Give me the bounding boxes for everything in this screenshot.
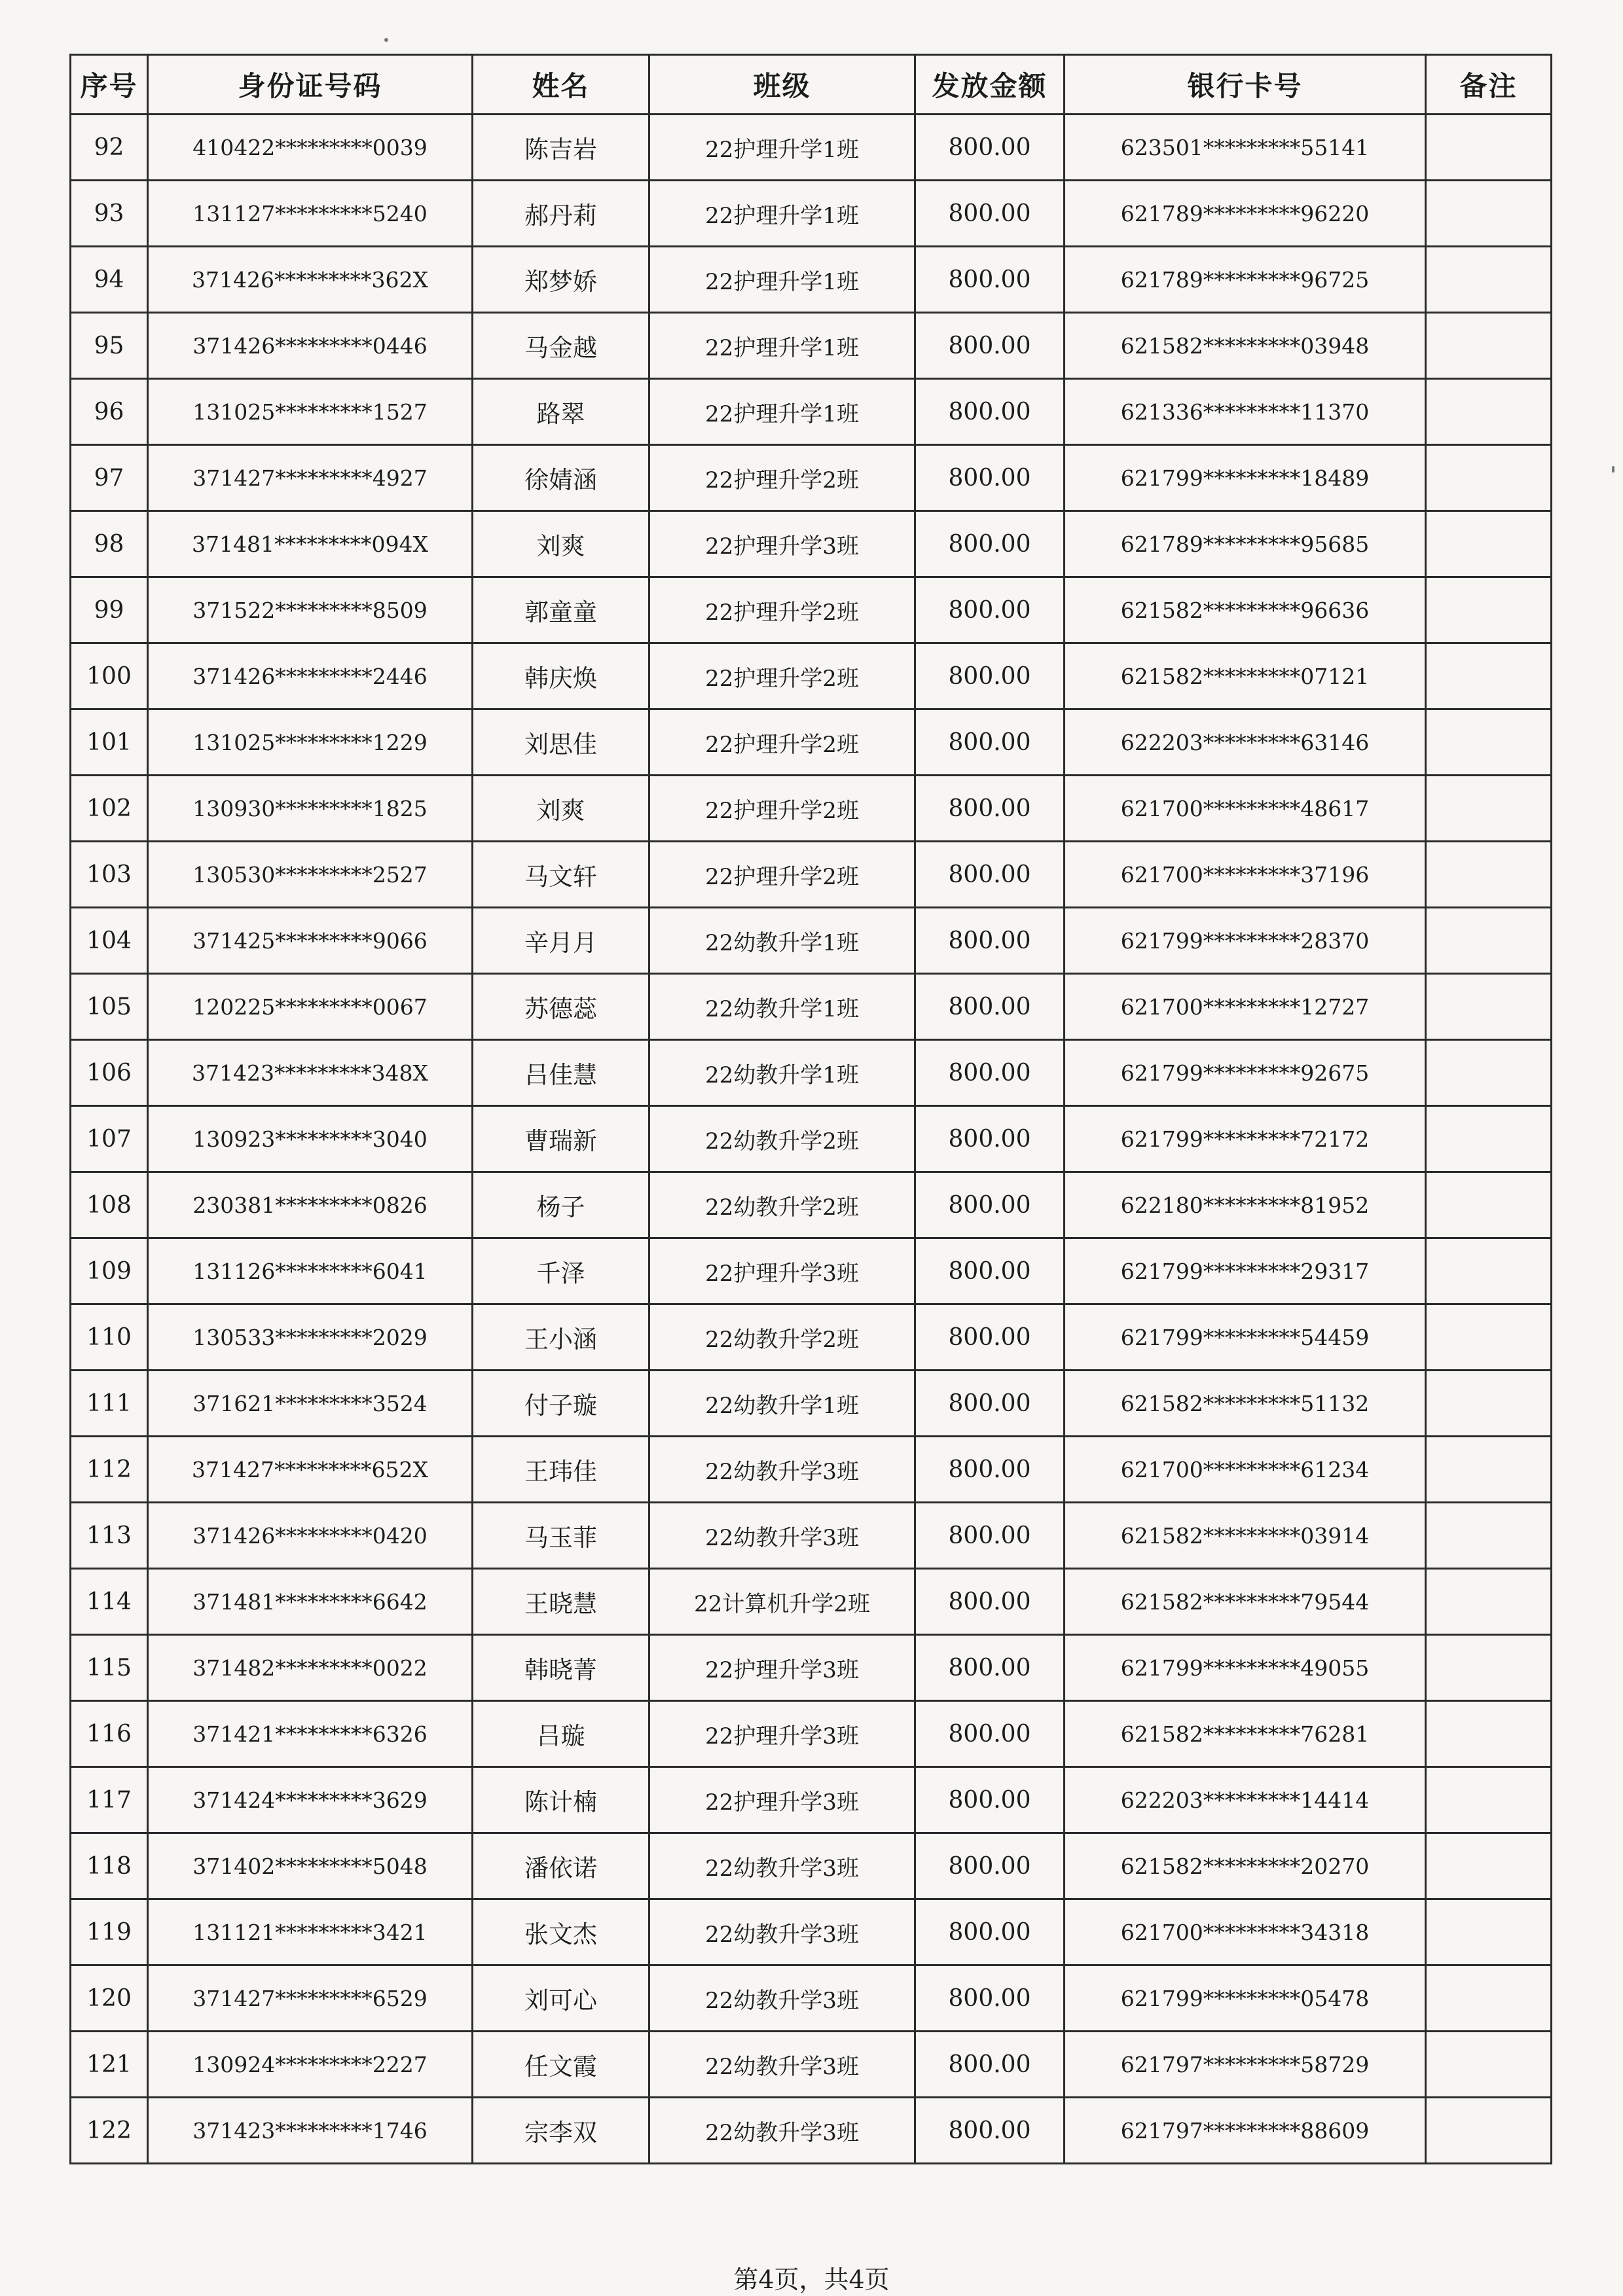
cell-remark — [1426, 842, 1552, 908]
table-row — [71, 1635, 1552, 1701]
cell-seq: 98 — [71, 511, 148, 577]
cell-amount: 800.00 — [915, 115, 1065, 181]
cell-seq: 95 — [71, 313, 148, 379]
cell-id-number: 371421*********6326 — [148, 1701, 473, 1767]
cell-name: 刘爽 — [473, 776, 649, 842]
cell-amount: 800.00 — [915, 1635, 1065, 1701]
cell-class: 22护理升学3班 — [649, 511, 915, 577]
cell-id-number: 371481*********094X — [148, 511, 473, 577]
table-row — [71, 709, 1552, 776]
page-footer: 第4页，共4页 — [733, 2265, 890, 2294]
cell-bank-card: 621789*********96220 — [1065, 181, 1426, 247]
cell-seq: 92 — [71, 115, 148, 181]
cell-id-number: 410422*********0039 — [148, 115, 473, 181]
cell-amount: 800.00 — [915, 1767, 1065, 1833]
cell-id-number: 371621*********3524 — [148, 1371, 473, 1437]
cell-amount: 800.00 — [915, 842, 1065, 908]
cell-id-number: 130923*********3040 — [148, 1106, 473, 1172]
cell-remark — [1426, 1106, 1552, 1172]
cell-seq: 109 — [71, 1238, 148, 1304]
cell-amount: 800.00 — [915, 511, 1065, 577]
cell-id-number: 131121*********3421 — [148, 1899, 473, 1965]
cell-seq: 94 — [71, 247, 148, 313]
cell-name: 郑梦娇 — [473, 247, 649, 313]
table-row — [71, 842, 1552, 908]
scan-speck — [1612, 466, 1614, 473]
cell-id-number: 371427*********652X — [148, 1437, 473, 1503]
header-amount: 发放金额 — [915, 55, 1065, 115]
cell-bank-card: 621582*********07121 — [1065, 643, 1426, 709]
cell-name: 杨子 — [473, 1172, 649, 1238]
cell-bank-card: 621582*********03948 — [1065, 313, 1426, 379]
cell-id-number: 371426*********0446 — [148, 313, 473, 379]
cell-remark — [1426, 1569, 1552, 1635]
table-row — [71, 115, 1552, 181]
cell-amount: 800.00 — [915, 709, 1065, 776]
table-row — [71, 1172, 1552, 1238]
cell-remark — [1426, 1701, 1552, 1767]
cell-name: 路翠 — [473, 379, 649, 445]
cell-class: 22护理升学1班 — [649, 181, 915, 247]
table-row — [71, 776, 1552, 842]
cell-bank-card: 621799*********29317 — [1065, 1238, 1426, 1304]
cell-seq: 108 — [71, 1172, 148, 1238]
cell-seq: 96 — [71, 379, 148, 445]
cell-name: 韩庆焕 — [473, 643, 649, 709]
cell-class: 22幼教升学3班 — [649, 1437, 915, 1503]
cell-name: 吕佳慧 — [473, 1040, 649, 1106]
cell-remark — [1426, 1304, 1552, 1371]
cell-id-number: 371427*********6529 — [148, 1965, 473, 2032]
cell-remark — [1426, 181, 1552, 247]
cell-amount: 800.00 — [915, 2032, 1065, 2098]
cell-amount: 800.00 — [915, 1238, 1065, 1304]
table-row — [71, 2098, 1552, 2164]
cell-seq: 102 — [71, 776, 148, 842]
cell-seq: 105 — [71, 974, 148, 1040]
cell-bank-card: 621582*********76281 — [1065, 1701, 1426, 1767]
cell-name: 王小涵 — [473, 1304, 649, 1371]
cell-class: 22护理升学2班 — [649, 776, 915, 842]
cell-id-number: 371426*********2446 — [148, 643, 473, 709]
cell-id-number: 371425*********9066 — [148, 908, 473, 974]
cell-bank-card: 621582*********03914 — [1065, 1503, 1426, 1569]
header-bank-card: 银行卡号 — [1065, 55, 1426, 115]
header-row — [71, 55, 1552, 115]
cell-amount: 800.00 — [915, 1965, 1065, 2032]
cell-name: 付子璇 — [473, 1371, 649, 1437]
cell-amount: 800.00 — [915, 974, 1065, 1040]
cell-remark — [1426, 1172, 1552, 1238]
table-row — [71, 1106, 1552, 1172]
cell-bank-card: 621799*********05478 — [1065, 1965, 1426, 2032]
cell-class: 22幼教升学1班 — [649, 1371, 915, 1437]
cell-amount: 800.00 — [915, 908, 1065, 974]
cell-id-number: 131127*********5240 — [148, 181, 473, 247]
cell-amount: 800.00 — [915, 643, 1065, 709]
cell-bank-card: 621336*********11370 — [1065, 379, 1426, 445]
cell-seq: 121 — [71, 2032, 148, 2098]
cell-name: 宗李双 — [473, 2098, 649, 2164]
cell-name: 刘思佳 — [473, 709, 649, 776]
cell-bank-card: 623501*********55141 — [1065, 115, 1426, 181]
table-row — [71, 577, 1552, 643]
cell-name: 潘依诺 — [473, 1833, 649, 1899]
cell-seq: 99 — [71, 577, 148, 643]
cell-id-number: 371426*********0420 — [148, 1503, 473, 1569]
cell-name: 刘可心 — [473, 1965, 649, 2032]
cell-class: 22护理升学1班 — [649, 247, 915, 313]
cell-amount: 800.00 — [915, 1899, 1065, 1965]
cell-amount: 800.00 — [915, 181, 1065, 247]
cell-id-number: 131126*********6041 — [148, 1238, 473, 1304]
scan-speck — [384, 38, 388, 42]
cell-amount: 800.00 — [915, 1106, 1065, 1172]
header-seq: 序号 — [71, 55, 148, 115]
cell-class: 22护理升学2班 — [649, 445, 915, 511]
cell-class: 22幼教升学2班 — [649, 1304, 915, 1371]
cell-id-number: 230381*********0826 — [148, 1172, 473, 1238]
cell-id-number: 371427*********4927 — [148, 445, 473, 511]
cell-remark — [1426, 643, 1552, 709]
table-row — [71, 1899, 1552, 1965]
cell-bank-card: 621799*********28370 — [1065, 908, 1426, 974]
table-row — [71, 181, 1552, 247]
cell-name: 陈吉岩 — [473, 115, 649, 181]
cell-id-number: 371481*********6642 — [148, 1569, 473, 1635]
cell-id-number: 371426*********362X — [148, 247, 473, 313]
cell-name: 马玉菲 — [473, 1503, 649, 1569]
cell-seq: 115 — [71, 1635, 148, 1701]
table-row — [71, 974, 1552, 1040]
cell-seq: 117 — [71, 1767, 148, 1833]
table-row — [71, 1767, 1552, 1833]
cell-amount: 800.00 — [915, 1304, 1065, 1371]
cell-id-number: 371423*********348X — [148, 1040, 473, 1106]
cell-remark — [1426, 1371, 1552, 1437]
cell-amount: 800.00 — [915, 2098, 1065, 2164]
table-row — [71, 1437, 1552, 1503]
cell-seq: 122 — [71, 2098, 148, 2164]
cell-remark — [1426, 776, 1552, 842]
cell-name: 任文霞 — [473, 2032, 649, 2098]
table-row — [71, 1965, 1552, 2032]
cell-amount: 800.00 — [915, 1701, 1065, 1767]
cell-bank-card: 621799*********49055 — [1065, 1635, 1426, 1701]
cell-class: 22护理升学2班 — [649, 577, 915, 643]
cell-remark — [1426, 1437, 1552, 1503]
cell-class: 22幼教升学3班 — [649, 1965, 915, 2032]
table-row — [71, 247, 1552, 313]
cell-seq: 104 — [71, 908, 148, 974]
cell-amount: 800.00 — [915, 577, 1065, 643]
cell-remark — [1426, 1833, 1552, 1899]
table-row — [71, 1701, 1552, 1767]
table-row — [71, 1833, 1552, 1899]
cell-class: 22幼教升学2班 — [649, 1172, 915, 1238]
cell-remark — [1426, 2032, 1552, 2098]
cell-bank-card: 622203*********63146 — [1065, 709, 1426, 776]
cell-seq: 107 — [71, 1106, 148, 1172]
cell-amount: 800.00 — [915, 1437, 1065, 1503]
cell-bank-card: 621797*********88609 — [1065, 2098, 1426, 2164]
cell-id-number: 130533*********2029 — [148, 1304, 473, 1371]
cell-remark — [1426, 1238, 1552, 1304]
cell-amount: 800.00 — [915, 1833, 1065, 1899]
cell-remark — [1426, 313, 1552, 379]
cell-class: 22护理升学1班 — [649, 313, 915, 379]
cell-id-number: 371423*********1746 — [148, 2098, 473, 2164]
table-header — [71, 55, 1552, 115]
table-row — [71, 379, 1552, 445]
cell-remark — [1426, 908, 1552, 974]
table-row — [71, 908, 1552, 974]
payment-table — [69, 54, 1552, 2164]
cell-bank-card: 621799*********54459 — [1065, 1304, 1426, 1371]
cell-id-number: 371402*********5048 — [148, 1833, 473, 1899]
cell-amount: 800.00 — [915, 1172, 1065, 1238]
cell-bank-card: 621799*********18489 — [1065, 445, 1426, 511]
cell-name: 刘爽 — [473, 511, 649, 577]
table-row — [71, 1238, 1552, 1304]
cell-remark — [1426, 709, 1552, 776]
cell-bank-card: 621789*********95685 — [1065, 511, 1426, 577]
header-class: 班级 — [649, 55, 915, 115]
cell-bank-card: 621582*********20270 — [1065, 1833, 1426, 1899]
cell-remark — [1426, 445, 1552, 511]
table-row — [71, 2032, 1552, 2098]
cell-class: 22幼教升学3班 — [649, 1899, 915, 1965]
cell-name: 郭童童 — [473, 577, 649, 643]
cell-amount: 800.00 — [915, 1503, 1065, 1569]
cell-bank-card: 621700*********12727 — [1065, 974, 1426, 1040]
table-row — [71, 1569, 1552, 1635]
table-row — [71, 445, 1552, 511]
cell-id-number: 371522*********8509 — [148, 577, 473, 643]
cell-seq: 114 — [71, 1569, 148, 1635]
cell-bank-card: 621700*********48617 — [1065, 776, 1426, 842]
cell-id-number: 130924*********2227 — [148, 2032, 473, 2098]
cell-remark — [1426, 511, 1552, 577]
table-row — [71, 1503, 1552, 1569]
cell-id-number: 371424*********3629 — [148, 1767, 473, 1833]
cell-amount: 800.00 — [915, 445, 1065, 511]
cell-seq: 113 — [71, 1503, 148, 1569]
cell-remark — [1426, 2098, 1552, 2164]
cell-id-number: 131025*********1527 — [148, 379, 473, 445]
cell-amount: 800.00 — [915, 776, 1065, 842]
cell-bank-card: 621582*********96636 — [1065, 577, 1426, 643]
cell-remark — [1426, 577, 1552, 643]
cell-class: 22护理升学1班 — [649, 115, 915, 181]
cell-bank-card: 622203*********14414 — [1065, 1767, 1426, 1833]
cell-class: 22幼教升学3班 — [649, 1503, 915, 1569]
table-row — [71, 313, 1552, 379]
cell-seq: 103 — [71, 842, 148, 908]
cell-remark — [1426, 1503, 1552, 1569]
cell-name: 郝丹莉 — [473, 181, 649, 247]
cell-name: 韩晓菁 — [473, 1635, 649, 1701]
cell-class: 22幼教升学1班 — [649, 974, 915, 1040]
cell-remark — [1426, 1040, 1552, 1106]
cell-class: 22幼教升学1班 — [649, 1040, 915, 1106]
cell-remark — [1426, 1767, 1552, 1833]
cell-name: 王玮佳 — [473, 1437, 649, 1503]
cell-bank-card: 621700*********37196 — [1065, 842, 1426, 908]
cell-bank-card: 621799*********92675 — [1065, 1040, 1426, 1106]
cell-class: 22护理升学2班 — [649, 643, 915, 709]
cell-name: 辛月月 — [473, 908, 649, 974]
cell-class: 22护理升学3班 — [649, 1635, 915, 1701]
cell-bank-card: 621799*********72172 — [1065, 1106, 1426, 1172]
cell-amount: 800.00 — [915, 1569, 1065, 1635]
cell-amount: 800.00 — [915, 247, 1065, 313]
cell-class: 22护理升学1班 — [649, 379, 915, 445]
cell-bank-card: 621582*********51132 — [1065, 1371, 1426, 1437]
cell-seq: 100 — [71, 643, 148, 709]
header-name: 姓名 — [473, 55, 649, 115]
cell-class: 22幼教升学3班 — [649, 2098, 915, 2164]
cell-seq: 112 — [71, 1437, 148, 1503]
cell-bank-card: 622180*********81952 — [1065, 1172, 1426, 1238]
cell-seq: 111 — [71, 1371, 148, 1437]
header-id-number: 身份证号码 — [148, 55, 473, 115]
table-row — [71, 511, 1552, 577]
cell-name: 徐婧涵 — [473, 445, 649, 511]
cell-bank-card: 621700*********61234 — [1065, 1437, 1426, 1503]
cell-class: 22护理升学2班 — [649, 709, 915, 776]
cell-class: 22护理升学2班 — [649, 842, 915, 908]
cell-remark — [1426, 974, 1552, 1040]
table-row — [71, 1040, 1552, 1106]
cell-seq: 120 — [71, 1965, 148, 2032]
cell-id-number: 120225*********0067 — [148, 974, 473, 1040]
cell-seq: 118 — [71, 1833, 148, 1899]
cell-seq: 116 — [71, 1701, 148, 1767]
cell-class: 22护理升学3班 — [649, 1701, 915, 1767]
cell-name: 王晓慧 — [473, 1569, 649, 1635]
cell-id-number: 371482*********0022 — [148, 1635, 473, 1701]
cell-bank-card: 621700*********34318 — [1065, 1899, 1426, 1965]
cell-class: 22计算机升学2班 — [649, 1569, 915, 1635]
cell-remark — [1426, 247, 1552, 313]
cell-class: 22护理升学3班 — [649, 1767, 915, 1833]
cell-amount: 800.00 — [915, 313, 1065, 379]
cell-class: 22幼教升学2班 — [649, 1106, 915, 1172]
header-remark: 备注 — [1426, 55, 1552, 115]
cell-seq: 101 — [71, 709, 148, 776]
cell-remark — [1426, 1635, 1552, 1701]
cell-name: 曹瑞新 — [473, 1106, 649, 1172]
cell-remark — [1426, 1899, 1552, 1965]
cell-id-number: 131025*********1229 — [148, 709, 473, 776]
cell-amount: 800.00 — [915, 1040, 1065, 1106]
cell-remark — [1426, 379, 1552, 445]
cell-seq: 110 — [71, 1304, 148, 1371]
cell-bank-card: 621582*********79544 — [1065, 1569, 1426, 1635]
cell-amount: 800.00 — [915, 1371, 1065, 1437]
cell-class: 22护理升学3班 — [649, 1238, 915, 1304]
cell-name: 千泽 — [473, 1238, 649, 1304]
table-row — [71, 643, 1552, 709]
cell-amount: 800.00 — [915, 379, 1065, 445]
cell-seq: 119 — [71, 1899, 148, 1965]
table-row — [71, 1371, 1552, 1437]
cell-name: 陈计楠 — [473, 1767, 649, 1833]
cell-remark — [1426, 115, 1552, 181]
cell-name: 吕璇 — [473, 1701, 649, 1767]
cell-seq: 97 — [71, 445, 148, 511]
cell-name: 苏德蕊 — [473, 974, 649, 1040]
table-row — [71, 1304, 1552, 1371]
cell-remark — [1426, 1965, 1552, 2032]
cell-id-number: 130530*********2527 — [148, 842, 473, 908]
cell-bank-card: 621797*********58729 — [1065, 2032, 1426, 2098]
table-body — [71, 115, 1552, 2164]
cell-name: 张文杰 — [473, 1899, 649, 1965]
cell-bank-card: 621789*********96725 — [1065, 247, 1426, 313]
cell-id-number: 130930*********1825 — [148, 776, 473, 842]
cell-class: 22幼教升学3班 — [649, 2032, 915, 2098]
cell-seq: 93 — [71, 181, 148, 247]
cell-seq: 106 — [71, 1040, 148, 1106]
cell-class: 22幼教升学3班 — [649, 1833, 915, 1899]
cell-name: 马文轩 — [473, 842, 649, 908]
cell-name: 马金越 — [473, 313, 649, 379]
cell-class: 22幼教升学1班 — [649, 908, 915, 974]
